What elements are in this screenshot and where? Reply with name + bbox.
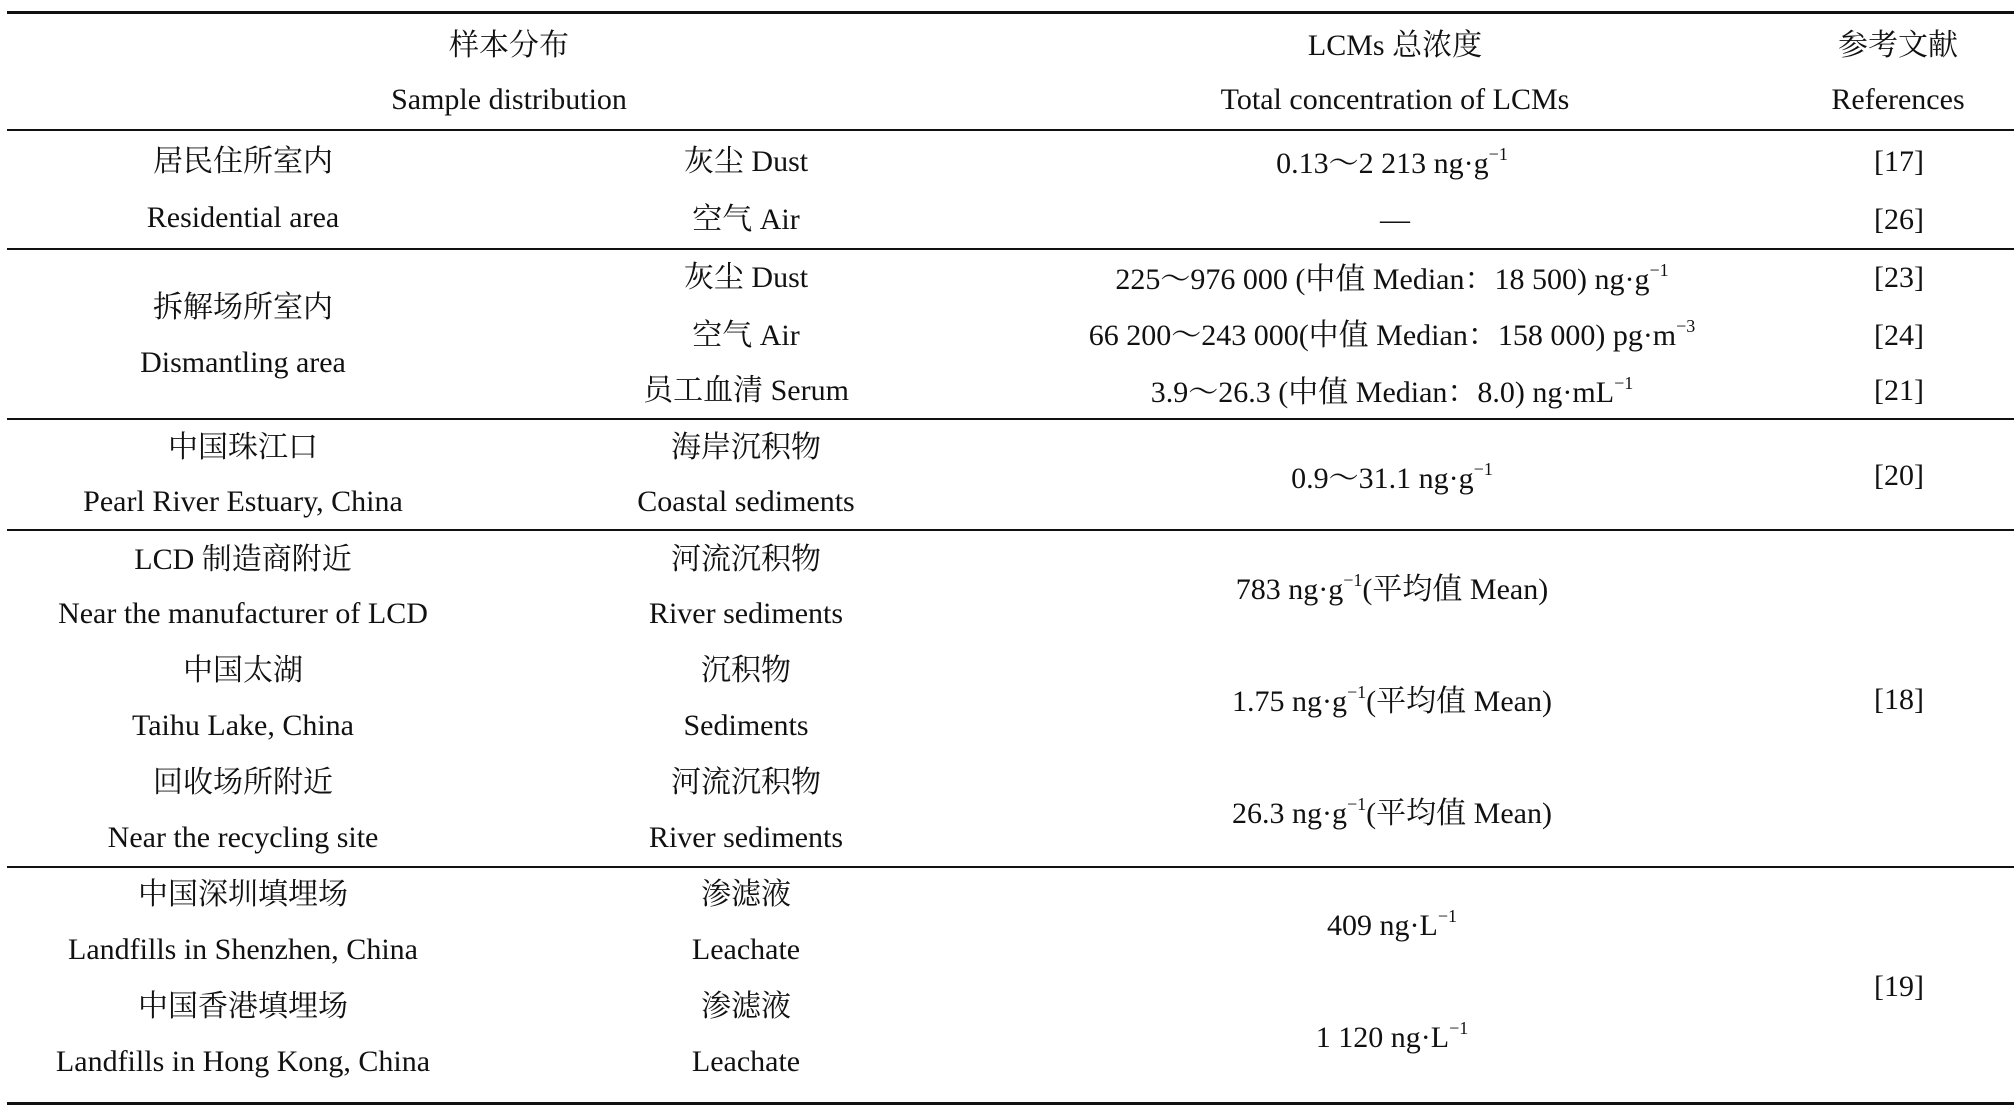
header-references-en: References: [1831, 83, 1965, 116]
sample-type-en: River sediments: [648, 597, 844, 630]
concentration-value: 0.13～2 213 $ng\cdot g^{-1}$: [1276, 144, 1508, 180]
location-cn: 中国珠江口: [168, 431, 318, 464]
sample-type-en: Leachate: [691, 933, 801, 966]
header-bottom-rule: [7, 129, 2014, 131]
sample-type-cn: 沉积物: [701, 654, 791, 687]
header-concentration-en: Total concentration of LCMs: [1220, 83, 1570, 116]
location-en: Dismantling area: [140, 346, 346, 379]
sample-type-en: Coastal sediments: [637, 485, 855, 518]
location-en: Taihu Lake, China: [132, 709, 354, 742]
location-cn: 拆解场所室内: [153, 291, 333, 324]
location-cn: 居民住所室内: [153, 145, 333, 178]
sample-type: 空气 Air: [692, 203, 800, 236]
sample-type: 员工血清 Serum: [643, 374, 849, 407]
sample-type-cn: 渗滤液: [701, 878, 791, 911]
location-en: Residential area: [146, 201, 340, 234]
header-sample-en: Sample distribution: [391, 83, 627, 116]
reference: [19]: [1874, 970, 1924, 1003]
concentration-value: 1.75 $ng\cdot g^{-1}$(平均值 Mean): [1232, 682, 1552, 718]
location-en: Landfills in Shenzhen, China: [68, 933, 418, 966]
concentration-value: 409 $ng\cdot L^{-1}$: [1327, 906, 1457, 942]
location-en: Near the manufacturer of LCD: [58, 597, 428, 630]
concentration-value: —: [1380, 203, 1410, 236]
reference: [20]: [1874, 459, 1924, 492]
reference: [24]: [1874, 319, 1924, 352]
sample-type: 灰尘 Dust: [683, 145, 809, 178]
concentration-value: 66 200～243 000(中值 Median：158 000) $pg\cdot m^{-3}$: [1088, 316, 1696, 352]
sample-type-cn: 海岸沉积物: [671, 431, 821, 464]
header-sample-cn: 样本分布: [449, 29, 569, 62]
reference: [21]: [1874, 374, 1924, 407]
sample-type-cn: 河流沉积物: [671, 543, 821, 576]
group-divider: [7, 418, 2014, 420]
group-divider: [7, 866, 2014, 868]
reference: [17]: [1874, 145, 1924, 178]
concentration-value: 783 $ng\cdot g^{-1}$(平均值 Mean): [1235, 570, 1549, 606]
sample-type: 空气 Air: [692, 319, 800, 352]
location-cn: 回收场所附近: [153, 766, 333, 799]
table-bottom-rule: [7, 1102, 2014, 1105]
sample-type-cn: 渗滤液: [701, 990, 791, 1023]
location-cn: LCD 制造商附近: [134, 543, 352, 576]
location-en: Near the recycling site: [107, 821, 379, 854]
location-en: Landfills in Hong Kong, China: [55, 1045, 431, 1078]
reference: [23]: [1874, 261, 1924, 294]
concentration-value: 225～976 000 (中值 Median：18 500) $ng\cdot g^{-1}$: [1115, 260, 1669, 296]
sample-type-en: Leachate: [691, 1045, 801, 1078]
concentration-value: 26.3 $ng\cdot g^{-1}$(平均值 Mean): [1232, 794, 1552, 830]
header-references-cn: 参考文献: [1838, 29, 1958, 62]
reference: [26]: [1874, 203, 1924, 236]
sample-type-cn: 河流沉积物: [671, 766, 821, 799]
reference: [18]: [1874, 683, 1924, 716]
concentration-value: 0.9～31.1 $ng\cdot g^{-1}$: [1291, 459, 1493, 495]
location-en: Pearl River Estuary, China: [83, 485, 403, 518]
concentration-value: 3.9～26.3 (中值 Median：8.0) $ng\cdot mL^{-1}$: [1150, 373, 1634, 409]
table-top-rule: [7, 11, 2014, 14]
location-cn: 中国香港填埋场: [138, 990, 348, 1023]
group-divider: [7, 248, 2014, 250]
location-cn: 中国深圳填埋场: [138, 878, 348, 911]
sample-type-en: Sediments: [683, 709, 809, 742]
group-divider: [7, 529, 2014, 531]
sample-type: 灰尘 Dust: [683, 261, 809, 294]
sample-type-en: River sediments: [648, 821, 844, 854]
header-concentration-cn: LCMs 总浓度: [1307, 29, 1483, 62]
location-cn: 中国太湖: [183, 654, 303, 687]
concentration-value: 1 120 $ng\cdot L^{-1}$: [1315, 1018, 1469, 1054]
